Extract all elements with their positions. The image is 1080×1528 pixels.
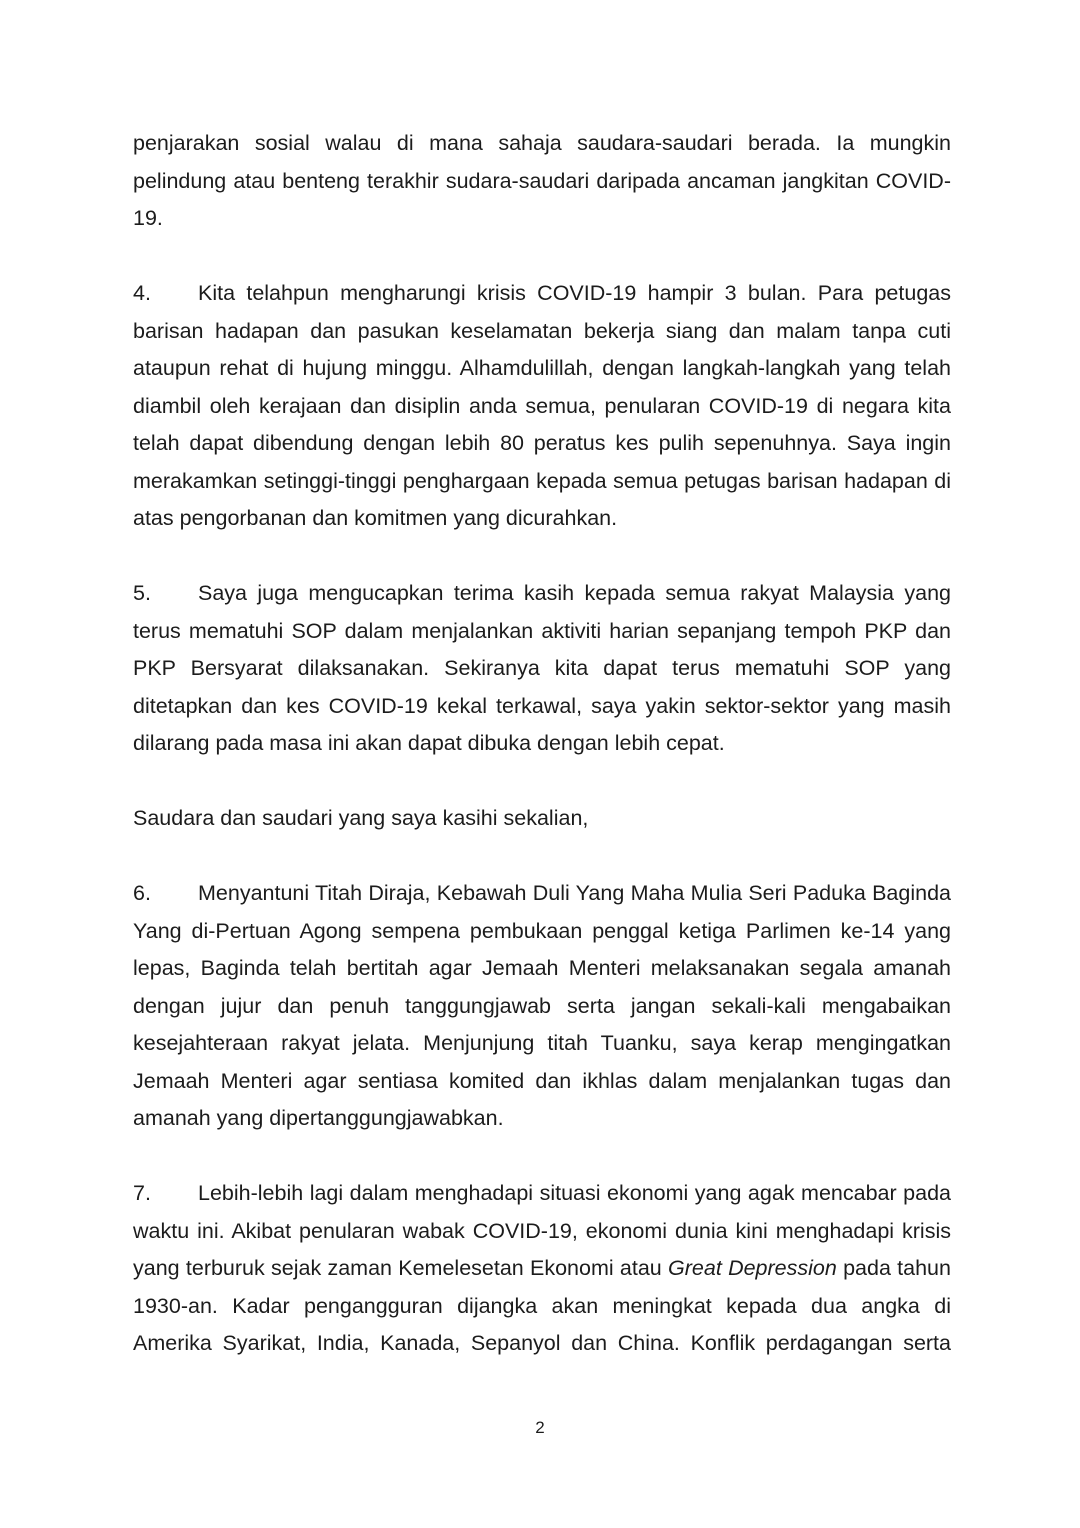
text-line: 1930-an. Kadar pengangguran dijangka akan meningkat kepada dua angka di — [133, 1293, 951, 1318]
paragraph-first-line — [133, 575, 951, 613]
text-line: amanah yang dipertanggungjawabkan. — [133, 1106, 504, 1130]
paragraph-7 — [133, 1175, 951, 1363]
text-line: dengan jujur dan penuh tanggungjawab serta jangan sekali-kali mengabaikan — [133, 993, 951, 1018]
text-line: Lebih-lebih lagi dalam menghadapi situasi ekonomi yang agak mencabar pada — [198, 1181, 951, 1205]
text-line: pelindung atau benteng terakhir sudara-saudari daripada ancaman jangkitan COVID- — [133, 168, 951, 193]
text-line: terus mematuhi SOP dalam menjalankan aktiviti harian sepanjang tempoh PKP dan — [133, 618, 951, 643]
text-line: ditetapkan dan kes COVID-19 kekal terkawal, saya yakin sektor-sektor yang masih — [133, 693, 951, 718]
paragraph-4 — [133, 275, 951, 538]
text-line: lepas, Baginda telah bertitah agar Jemaah Menteri melaksanakan segala amanah — [133, 956, 951, 980]
salutation: Saudara dan saudari yang saya kasihi sekalian, — [133, 806, 589, 830]
paragraph-first-line — [133, 875, 951, 913]
text-line: Amerika Syarikat, India, Kanada, Sepanyol dan China. Konflik perdagangan serta — [133, 1331, 951, 1355]
paragraph-5 — [133, 575, 951, 763]
salutation-paragraph — [133, 800, 951, 838]
text-line: 19. — [133, 206, 163, 230]
paragraph-number: 6. — [133, 881, 151, 905]
text-line: diambil oleh kerajaan dan disiplin anda semua, penularan COVID-19 di negara kita — [133, 393, 951, 418]
body-text — [133, 125, 951, 1363]
text-line: Saya juga mengucapkan terima kasih kepada semua rakyat Malaysia yang — [198, 581, 951, 605]
text-line: penjarakan sosial walau di mana sahaja saudara-saudari berada. Ia mungkin — [133, 131, 951, 155]
paragraph-6 — [133, 875, 951, 1138]
paragraph-first-line — [133, 275, 951, 313]
text-line: waktu ini. Akibat penularan wabak COVID-19, ekonomi dunia kini menghadapi krisis — [133, 1218, 951, 1243]
text-line: telah dapat dibendung dengan lebih 80 peratus kes pulih sepenuhnya. Saya ingin — [133, 431, 951, 455]
paragraph-first-line — [133, 1175, 951, 1213]
text-line: barisan hadapan dan pasukan keselamatan bekerja siang dan malam tanpa cuti — [133, 318, 951, 343]
paragraph-number: 5. — [133, 581, 151, 605]
text-line-with-italic — [133, 1250, 951, 1288]
text-line: atas pengorbanan dan komitmen yang dicurahkan. — [133, 506, 618, 530]
text-line: ataupun rehat di hujung minggu. Alhamdulillah, dengan langkah-langkah yang telah — [133, 356, 951, 380]
text-line: Yang di-Pertuan Agong sempena pembukaan penggal ketiga Parlimen ke-14 yang — [133, 918, 951, 943]
paragraph-number: 7. — [133, 1181, 151, 1205]
page-number: 2 — [535, 1418, 545, 1437]
text-line: kesejahteraan rakyat jelata. Menjunjung titah Tuanku, saya kerap mengingatkan — [133, 1031, 951, 1055]
paragraph-number: 4. — [133, 281, 151, 305]
text-line: Kita telahpun mengharungi krisis COVID-19 hampir 3 bulan. Para petugas — [198, 281, 951, 305]
text-line: PKP Bersyarat dilaksanakan. Sekiranya kita dapat terus mematuhi SOP yang — [133, 656, 951, 680]
italic-term: Great Depression — [668, 1256, 837, 1280]
text-line: merakamkan setinggi-tinggi penghargaan kepada semua petugas barisan hadapan di — [133, 468, 951, 493]
continuation-paragraph — [133, 125, 951, 238]
text-segment: yang terburuk sejak zaman Kemelesetan Ekonomi atau — [133, 1256, 669, 1280]
text-line: Menyantuni Titah Diraja, Kebawah Duli Yang Maha Mulia Seri Paduka Baginda — [198, 881, 951, 905]
text-line: Jemaah Menteri agar sentiasa komited dan ikhlas dalam menjalankan tugas dan — [133, 1068, 951, 1093]
text-line: dilarang pada masa ini akan dapat dibuka dengan lebih cepat. — [133, 731, 725, 755]
text-segment: pada tahun — [836, 1256, 951, 1280]
